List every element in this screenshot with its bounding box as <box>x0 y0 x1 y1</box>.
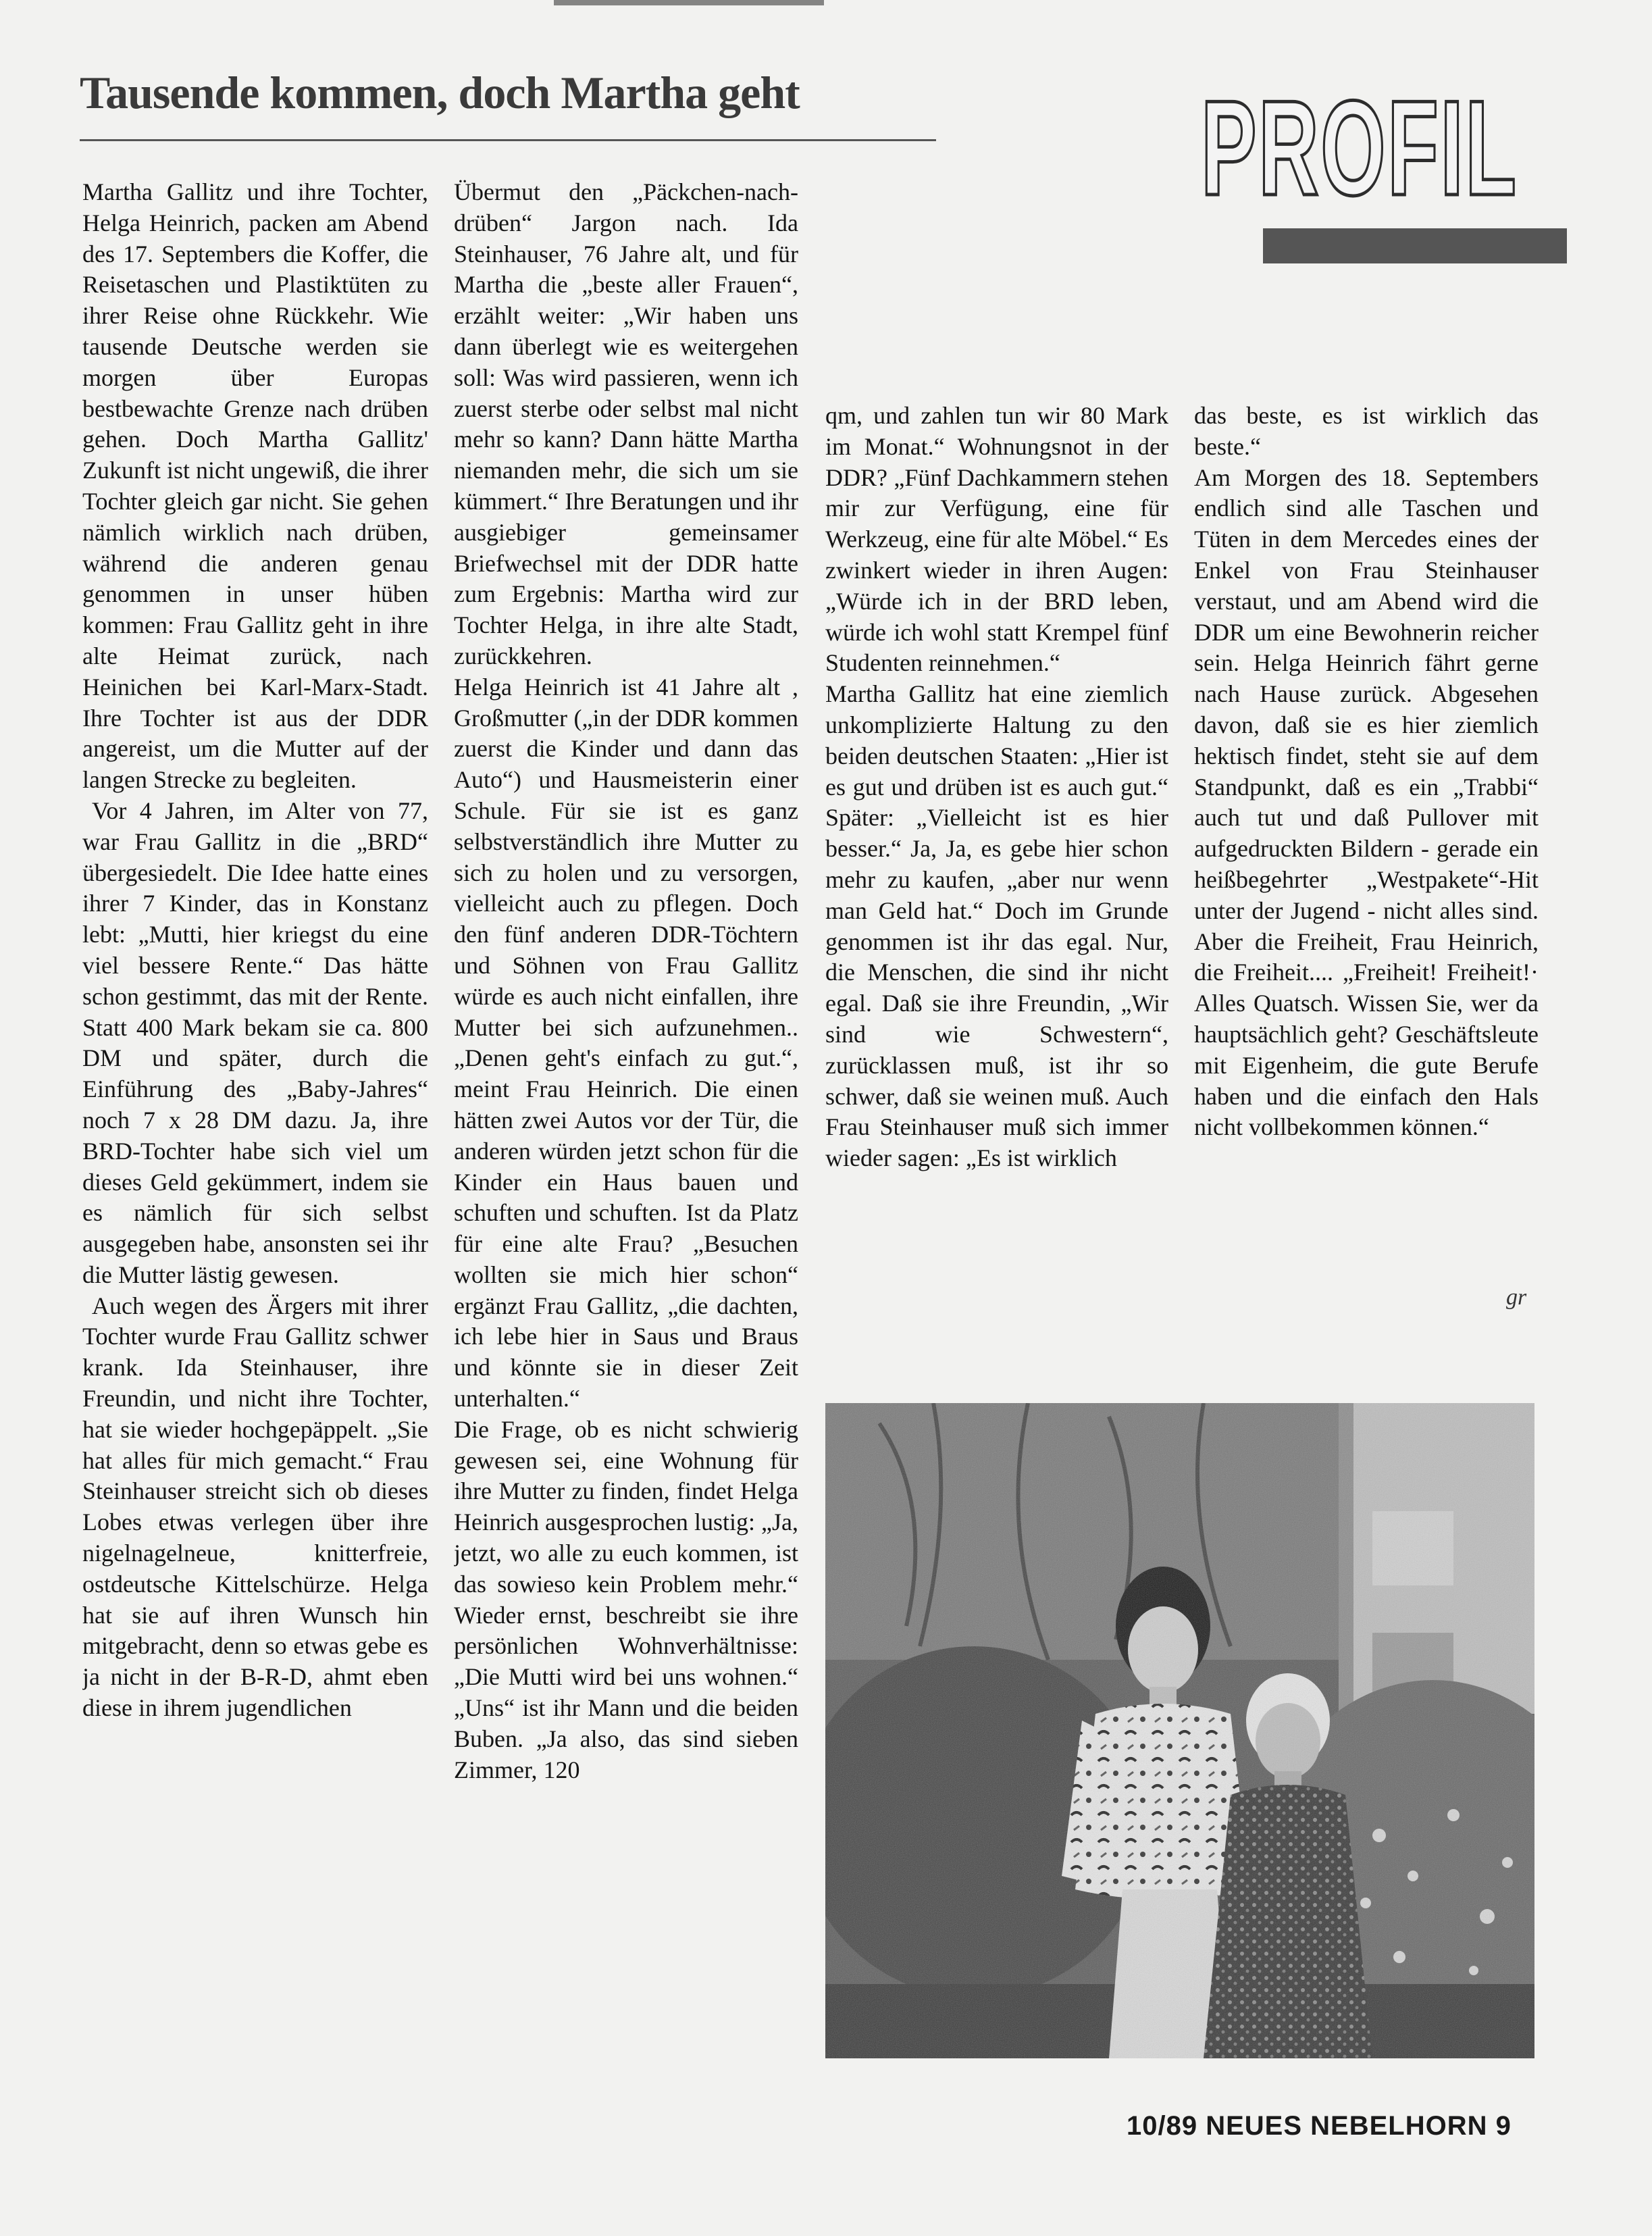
article-column-1 <box>82 177 428 2140</box>
article-column-4 <box>1194 401 1539 1319</box>
paragraph: Am Morgen des 18. Septembers endlich sind alle Taschen und Tüten in dem Mercedes eines der Enkel von Frau Steinhauser verstaut, und am Abend wird die DDR um eine Bewohnerin reicher sein. Helga Heinrich fährt gerne nach Hause zurück. Abgesehen davon, daß sie es hier ziemlich hektisch findet, steht sie auf dem Standpunkt, daß es ein „Trabbi“ auch tut und daß Pullover mit aufgedruckten Bildern - gerade ein heißbegehrter „Westpakete“-Hit unter der Jugend - nicht alles sind. Aber die Freiheit, Frau Heinrich, die Freiheit.... „Freiheit! Freiheit!· Alles Quatsch. Wissen Sie, wer da hauptsächlich geht? Geschäftsleute mit Eigenheim, die gute Berufe haben und die einfach den Hals nicht vollbekommen können.“ <box>1194 463 1539 1141</box>
top-edge-shadow <box>554 0 824 5</box>
paragraph: qm, und zahlen tun wir 80 Mark im Monat.“ Wohnungsnot in der DDR? „Fünf Dachkammern stehen mir zur Verfügung, eine für Werkzeug, eine für alte Möbel.“ Es zwinkert wieder in ihren Augen: „Würde ich in der BRD leben, würde ich wohl statt Krempel fünf Studenten reinnehmen.“ <box>825 402 1168 677</box>
page-footer: 10/89 NEUES NEBELHORN 9 <box>1127 2111 1512 2141</box>
author-initials: gr <box>1506 1285 1527 1310</box>
article-photo <box>825 1403 1534 2058</box>
article-column-2 <box>454 177 798 2140</box>
photo-illustration <box>825 1403 1534 2058</box>
paragraph: das beste, es ist wirklich das beste.“ <box>1194 402 1539 460</box>
section-label: PROFIL <box>1201 73 1518 224</box>
paragraph: Die Frage, ob es nicht schwierig gewesen sei, eine Wohnung für ihre Mutter zu finden, findet Helga Heinrich ausgesprochen lustig: „Ja, jetzt, wo alle zu euch kommen, ist das sowieso kein Problem mehr.“ Wieder ernst, beschreibt sie ihre persönlichen Wohnverhältnisse: „Die Mutti wird bei uns wohnen.“ „Uns“ ist ihr Mann und die beiden Buben. „Ja also, das sind sieben Zimmer, 120 <box>454 1415 798 1783</box>
paragraph: Übermut den „Päckchen-nach-drüben“ Jargon nach. Ida Steinhauser, 76 Jahre alt, und für Martha die „beste aller Frauen“, erzählt weiter: „Wir haben uns dann überlegt wie es weitergehen soll: Was wird passieren, wenn ich zuerst sterbe oder selbst mal nicht mehr so kann? Dann hätte Martha niemanden mehr, die sich um sie kümmert.“ Ihre Beratungen und ihr ausgiebiger gemeinsamer Briefwechsel mit der DDR hatte zum Ergebnis: Martha wird zur Tochter Helga, in ihre alte Stadt, zurückkehren. <box>454 178 798 669</box>
paragraph: Martha Gallitz und ihre Tochter, Helga Heinrich, packen am Abend des 17. Septembers die Koffer, die Reisetaschen und Plastiktüten zu ihrer Reise ohne Rückkehr. Wie tausende Deutsche werden sie morgen über Europas bestbewachte Grenze nach drüben gehen. Doch Martha Gallitz' Zukunft ist nicht ungewiß, die ihrer Tochter gleich gar nicht. Sie gehen nämlich wirklich nach drüben, während die anderen genau genommen in unser hüben kommen: Frau Gallitz geht in ihre alte Heimat zurück, nach Heinichen bei Karl-Marx-Stadt. Ihre Tochter ist aus der DDR angereist, um die Mutter auf der langen Strecke zu begleiten. <box>82 178 428 794</box>
article-headline: Tausende kommen, doch Martha geht <box>80 67 800 118</box>
paragraph: Vor 4 Jahren, im Alter von 77, war Frau Gallitz in die „BRD“ übergesiedelt. Die Idee hatte eines ihrer 7 Kinder, das in Konstanz lebt: „Mutti, hier kriegst du eine viel bessere Rente.“ Das hätte schon gestimmt, das mit der Rente. Statt 400 Mark bekam sie ca. 800 DM und später, durch die Einführung des „Baby-Jahres“ noch 7 x 28 DM dazu. Ja, ihre BRD-Tochter habe sich viel um dieses Geld gekümmert, indem sie es nämlich für sich selbst ausgegeben habe, ansonsten sei ihr die Mutter lästig gewesen. <box>82 796 428 1288</box>
headline-rule <box>80 139 936 141</box>
paragraph: Auch wegen des Ärgers mit ihrer Tochter wurde Frau Gallitz schwer krank. Ida Steinhauser, ihre Freundin, und nicht ihre Tochter, hat sie wieder hochgepäppelt. „Sie hat alles für mich gemacht.“ Frau Steinhauser streicht sich ob dieses Lobes etwas verlegen über ihre nigelnagelneue, knitterfreie, ostdeutsche Kittelschürze. Helga hat sie auf ihren Wunsch hin mitgebracht, denn so etwas gebe es ja nicht in der B-R-D, ahmt eben diese in ihrem jugendlichen <box>82 1292 428 1722</box>
paragraph: Helga Heinrich ist 41 Jahre alt , Großmutter („in der DDR kommen zuerst die Kinder und dann das Auto“) und Hausmeisterin einer Schule. Für sie ist es ganz selbstverständlich ihre Mutter zu sich zu holen und zu versorgen, vielleicht auch zu pflegen. Doch den fünf anderen DDR-Töchtern und Söhnen von Frau Gallitz würde es auch nicht einfallen, ihre Mutter bei sich aufzunehmen..„Denen geht's einfach zu gut.“, meint Frau Heinrich. Die einen hätten zwei Autos vor der Tür, die anderen würden jetzt schon für die Kinder ein Haus bauen und schuften und schuften. Ist da Platz für eine alte Frau? „Besuchen wollten sie mich hier schon“ ergänzt Frau Gallitz, „die dachten, ich lebe hier in Saus und Braus und könnte sie in dieser Zeit unterhalten.“ <box>454 673 798 1413</box>
section-label-bar <box>1263 228 1567 263</box>
article-column-3 <box>825 401 1168 1319</box>
paragraph: Martha Gallitz hat eine ziemlich unkomplizierte Haltung zu den beiden deutschen Staaten: „Hier ist es gut und drüben ist es auch gut.“ Später: „Vielleicht ist es hier besser.“ Ja, Ja, es gebe hier schon mehr zu kaufen, „aber nur wenn man Geld hat.“ Doch im Grunde genommen ist ihr das egal. Nur, die Menschen, die sind ihr nicht egal. Daß sie ihre Freundin, „Wir sind wie Schwestern“, zurücklassen muß, ist ihr so schwer, daß sie weinen muß. Auch Frau Steinhauser muß sich immer wieder sagen: „Es ist wirklich <box>825 680 1168 1172</box>
